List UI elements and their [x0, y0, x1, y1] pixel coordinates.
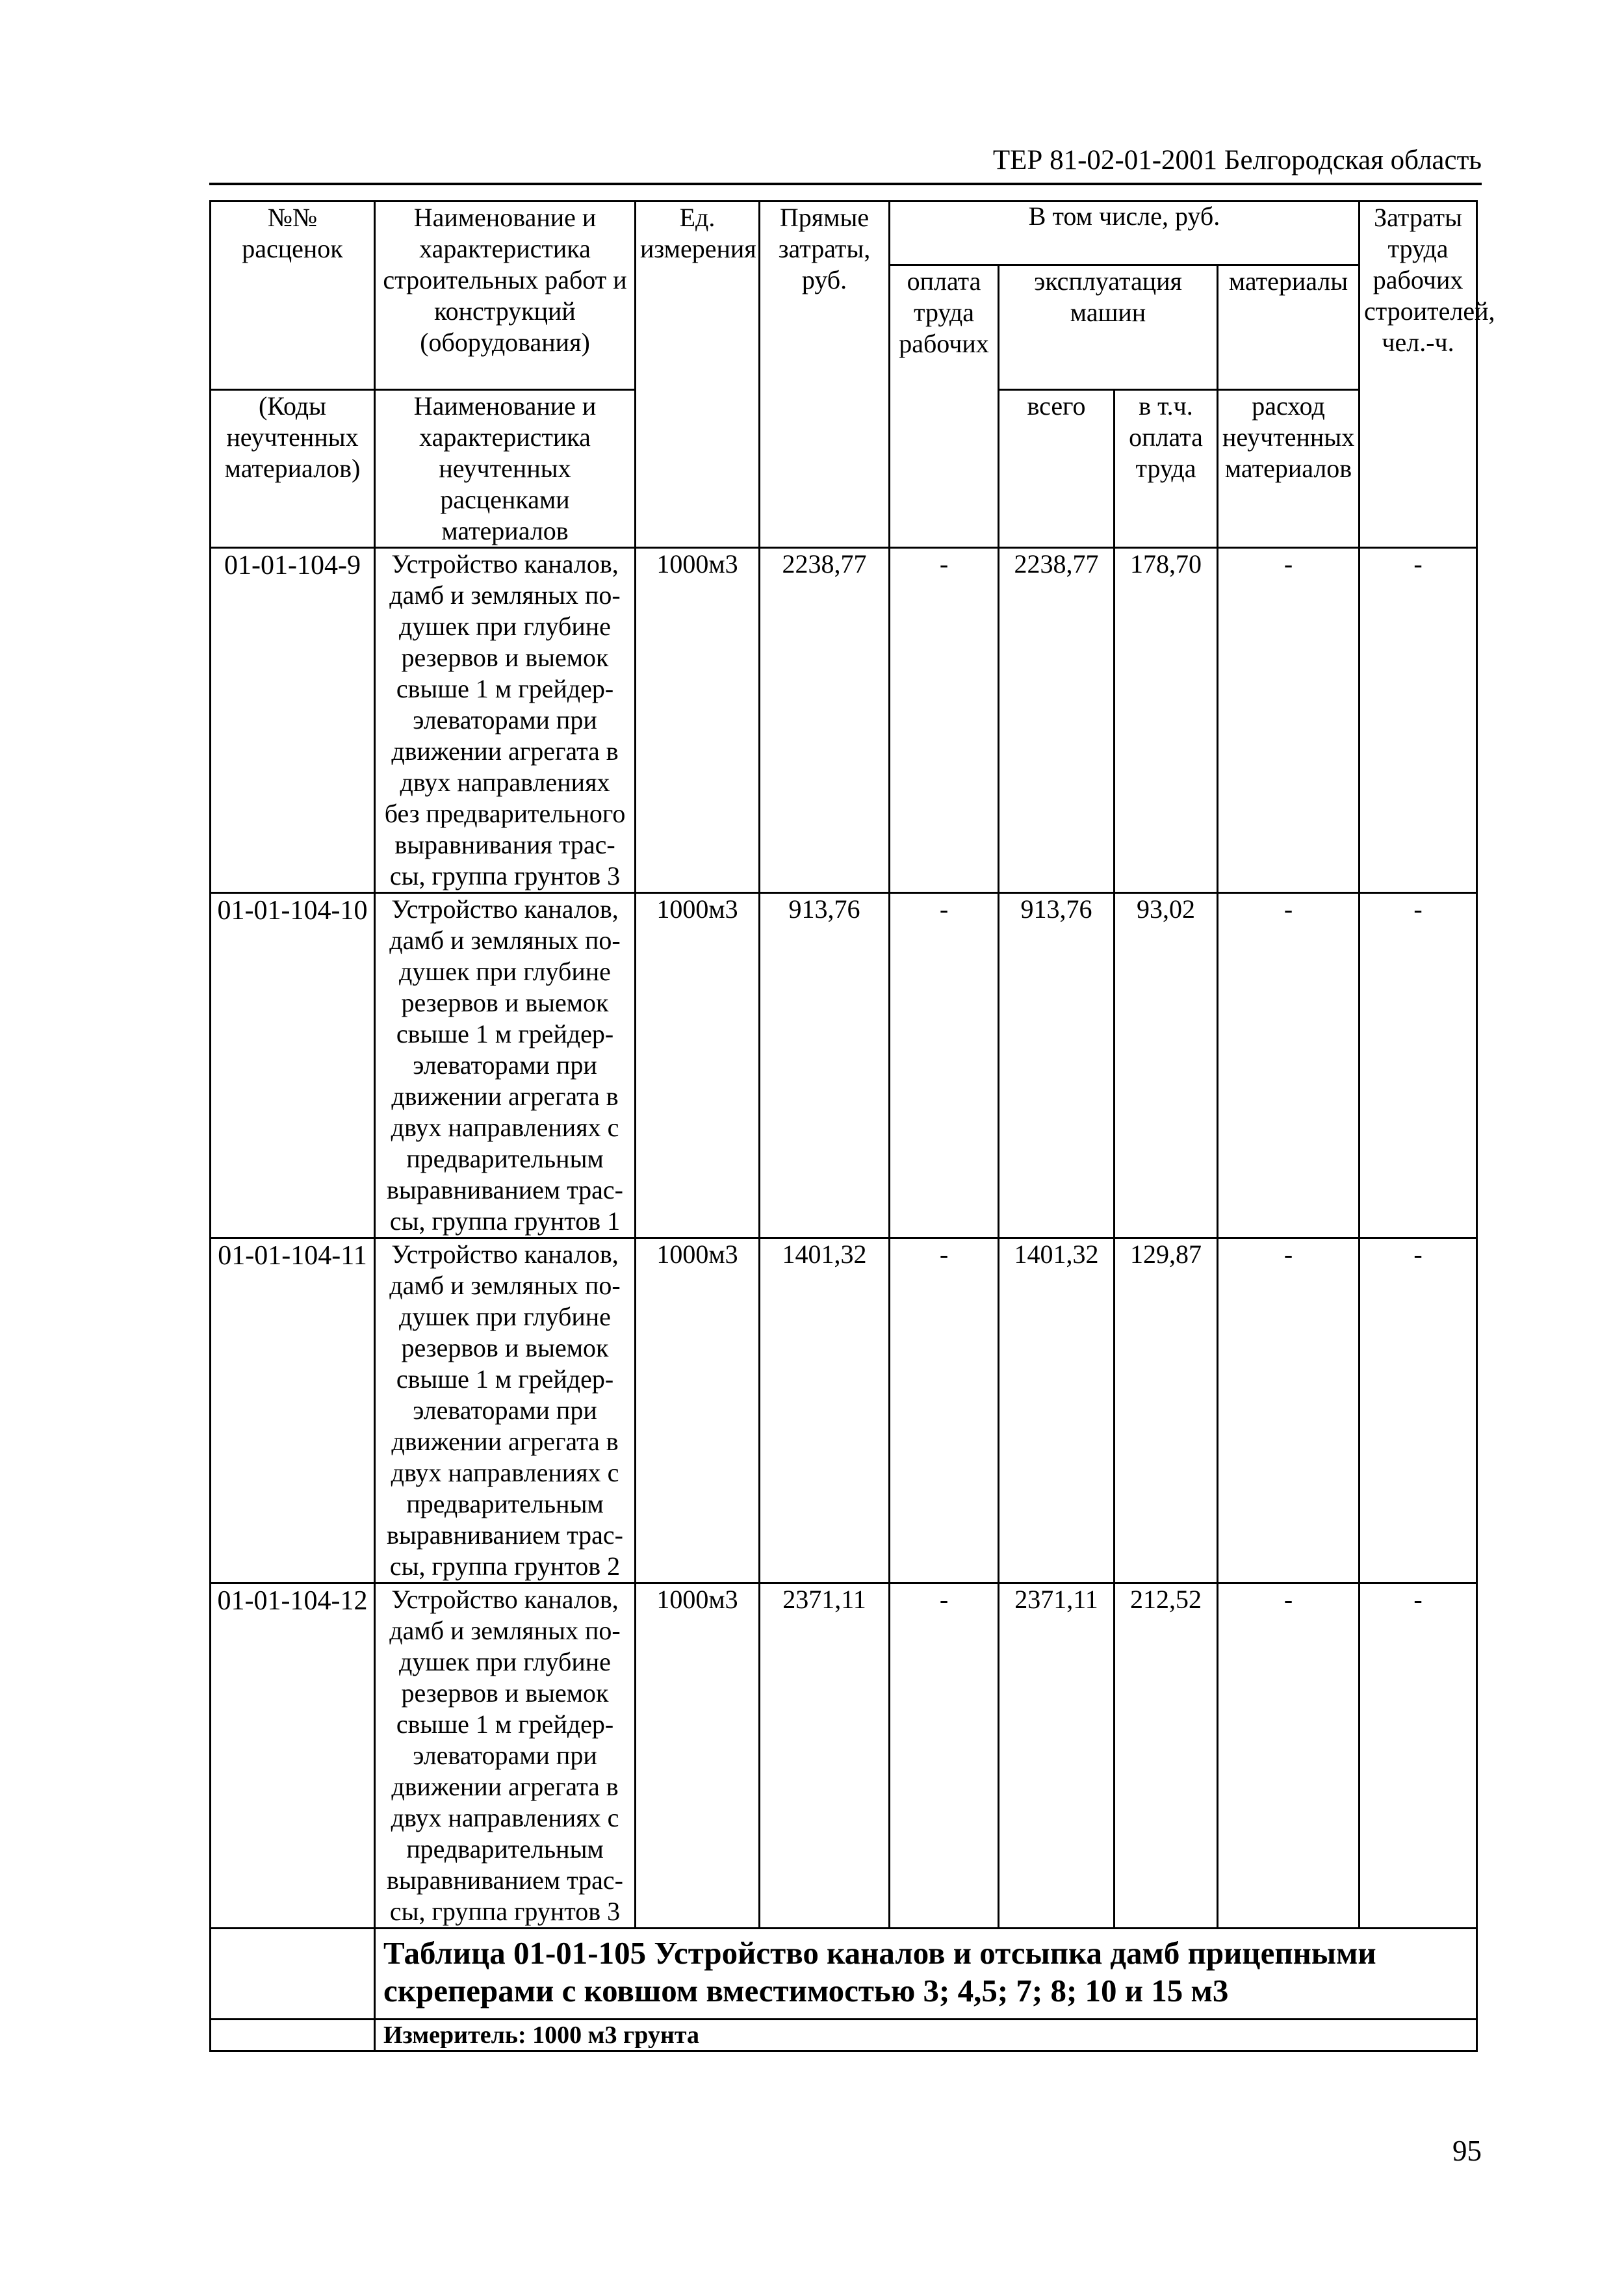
price-table — [209, 200, 1495, 2052]
row-labor: - — [1360, 548, 1477, 893]
row-direct-costs: 2238,77 — [760, 548, 890, 893]
page-number: 95 — [1452, 2135, 1482, 2167]
section-title: Таблица 01-01-105 Устройство каналов и отсыпка дамб прицепными скреперами с ковшом вместимостью 3; 4,5; 7; 8; 10 и 15 м3 — [375, 1929, 1477, 2020]
page-header: ТЕР 81-02-01-2001 Белгородская область — [992, 145, 1482, 176]
row-machines-total: 913,76 — [999, 893, 1115, 1238]
row-unit: 1000м3 — [636, 548, 760, 893]
header-name: Наименование и характеристика строительных работ и конструкций (оборудования) — [375, 202, 636, 390]
header-machines-total: всего — [999, 390, 1115, 548]
row-wages: - — [890, 548, 999, 893]
row-unit: 1000м3 — [636, 1583, 760, 1929]
header-materials-alt: расход неучтенных материалов — [1218, 390, 1360, 548]
row-wages: - — [890, 893, 999, 1238]
row-machines-wages: 93,02 — [1115, 893, 1218, 1238]
row-machines-total: 2238,77 — [999, 548, 1115, 893]
row-materials: - — [1218, 548, 1360, 893]
row-direct-costs: 2371,11 — [760, 1583, 890, 1929]
row-code: 01-01-104-9 — [211, 548, 375, 893]
table-row — [211, 1238, 1477, 1583]
header-direct-costs: Прямые затраты, руб. — [760, 202, 890, 548]
header-machines-wages: в т.ч. оплата труда — [1115, 390, 1218, 548]
header-unit: Ед. измерения — [636, 202, 760, 548]
row-materials: - — [1218, 1583, 1360, 1929]
row-direct-costs: 913,76 — [760, 893, 890, 1238]
row-materials: - — [1218, 1238, 1360, 1583]
row-code: 01-01-104-10 — [211, 893, 375, 1238]
row-machines-total: 1401,32 — [999, 1238, 1115, 1583]
row-wages: - — [890, 1238, 999, 1583]
row-name: Устройство каналов, дамб и земляных по- душек при глубине резервов и выемок свыше 1 м грейдер- элеваторами при движении агрегата в двух направлениях с предварительным выравниванием трас- сы, группа грунтов 2 — [375, 1238, 636, 1583]
table-row — [211, 1583, 1477, 1929]
row-unit: 1000м3 — [636, 1238, 760, 1583]
row-name: Устройство каналов, дамб и земляных по- душек при глубине резервов и выемок свыше 1 м грейдер- элеваторами при движении агрегата в двух направлениях без предварительного выравнивания трас- сы, группа грунтов 3 — [375, 548, 636, 893]
row-machines-total: 2371,11 — [999, 1583, 1115, 1929]
header-rule — [209, 183, 1482, 185]
section-code-cell — [211, 1929, 375, 2020]
table-row — [211, 893, 1477, 1238]
header-code-alt: (Коды неучтенных материалов) — [211, 390, 375, 548]
row-code: 01-01-104-12 — [211, 1583, 375, 1929]
row-machines-wages: 212,52 — [1115, 1583, 1218, 1929]
row-materials: - — [1218, 893, 1360, 1238]
row-name: Устройство каналов, дамб и земляных по- душек при глубине резервов и выемок свыше 1 м грейдер- элеваторами при движении агрегата в двух направлениях с предварительным выравниванием трас- сы, группа грунтов 3 — [375, 1583, 636, 1929]
header-name-alt: Наименование и характеристика неучтенных расценками материалов — [375, 390, 636, 548]
header-materials: материалы — [1218, 265, 1360, 390]
row-labor: - — [1360, 1583, 1477, 1929]
row-machines-wages: 129,87 — [1115, 1238, 1218, 1583]
row-labor: - — [1360, 1238, 1477, 1583]
header-incl-group: В том числе, руб. — [890, 202, 1360, 265]
header-machines: эксплуатация машин — [999, 265, 1218, 390]
measure-code-cell — [211, 2020, 375, 2051]
table-row — [211, 548, 1477, 893]
header-code: №№ расценок — [211, 202, 375, 390]
header-labor: Затраты труда рабочих строителей, чел.-ч. — [1360, 202, 1477, 548]
row-labor: - — [1360, 893, 1477, 1238]
row-machines-wages: 178,70 — [1115, 548, 1218, 893]
header-wages: оплата труда рабочих — [890, 265, 999, 548]
row-direct-costs: 1401,32 — [760, 1238, 890, 1583]
row-unit: 1000м3 — [636, 893, 760, 1238]
row-code: 01-01-104-11 — [211, 1238, 375, 1583]
measure-label: Измеритель: 1000 м3 грунта — [375, 2020, 1477, 2051]
row-name: Устройство каналов, дамб и земляных по- душек при глубине резервов и выемок свыше 1 м грейдер- элеваторами при движении агрегата в двух направлениях с предварительным выравниванием трас- сы, группа грунтов 1 — [375, 893, 636, 1238]
row-wages: - — [890, 1583, 999, 1929]
